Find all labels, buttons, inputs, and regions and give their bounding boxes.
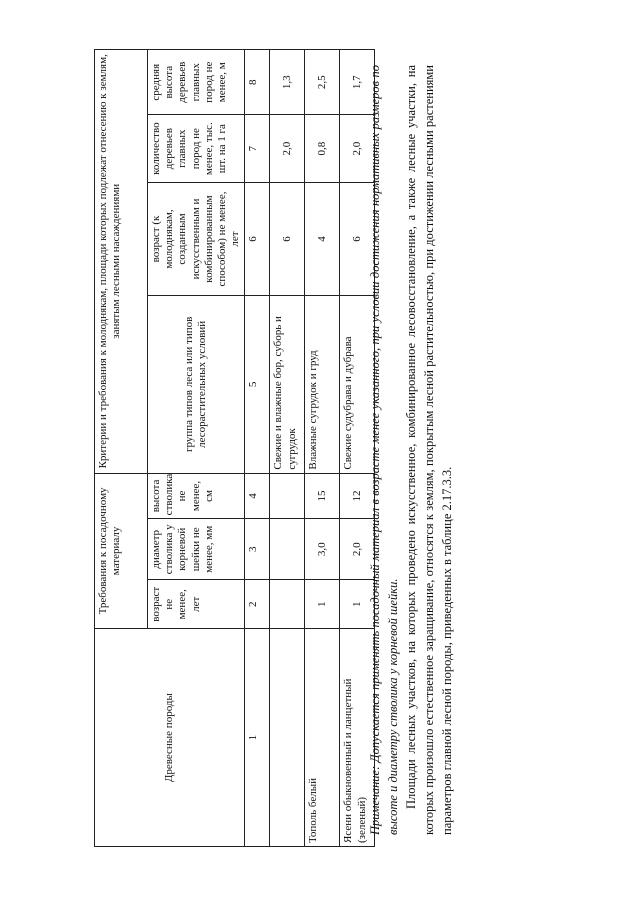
table-row <box>305 50 340 847</box>
header-young-stand-criteria: Критерии и требования к молоднякам, площади которых подлежат отнесению к землям, занятым лесными насаждениями <box>95 50 148 474</box>
cell-tree-count: 2,0 <box>340 115 375 183</box>
cell-age <box>270 580 305 629</box>
cell-mean-height: 2,5 <box>305 50 340 115</box>
header-forest-type: группа типов леса или типов лесорастительных условий <box>148 296 245 473</box>
cell-young-age: 6 <box>340 182 375 295</box>
forest-requirements-table <box>94 49 375 847</box>
cell-species: Тополь белый <box>305 629 340 847</box>
cell-age: 1 <box>305 580 340 629</box>
header-mean-height: средняя высота деревьев главных пород не менее, м <box>148 50 245 115</box>
header-age: возраст не менее, лет <box>148 580 245 629</box>
header-planting-requirements: Требования к посадочному материалу <box>95 473 148 629</box>
cell-diameter: 2,0 <box>340 519 375 580</box>
column-number: 7 <box>245 115 270 183</box>
column-number: 8 <box>245 50 270 115</box>
header-diameter: диаметр стволика у корневой шейки не менее, мм <box>148 519 245 580</box>
cell-tree-count: 0,8 <box>305 115 340 183</box>
cell-forest-type: Свежие судубрава и дубрава <box>340 296 375 473</box>
cell-height: 12 <box>340 473 375 519</box>
cell-age: 1 <box>340 580 375 629</box>
cell-young-age: 4 <box>305 182 340 295</box>
cell-diameter <box>270 519 305 580</box>
column-number: 5 <box>245 296 270 473</box>
column-number: 1 <box>245 629 270 847</box>
column-number: 6 <box>245 182 270 295</box>
cell-diameter: 3,0 <box>305 519 340 580</box>
cell-forest-type: Свежие и влажные бор, суборь и сугрудок <box>270 296 305 473</box>
cell-species: Ясени обыкновенный и ланцетный (зеленый) <box>340 629 375 847</box>
column-number: 2 <box>245 580 270 629</box>
column-number: 4 <box>245 473 270 519</box>
cell-tree-count: 2,0 <box>270 115 305 183</box>
cell-forest-type: Влажные сугрудок и груд <box>305 296 340 473</box>
table-note: Примечание: Допускается применять посадочный материал в возрасте менее указанного, при условии достижения нормативных размеров по высоте и диаметру стволика у корневой шейки. <box>368 65 401 835</box>
header-height: высота стволика не менее, см <box>148 473 245 519</box>
column-number: 3 <box>245 519 270 580</box>
header-tree-count: количество деревьев главных пород не менее, тыс. шт. на 1 га <box>148 115 245 183</box>
cell-height: 15 <box>305 473 340 519</box>
body-paragraph: Площади лесных участков, на которых проведено искусственное, комбинированное лесовосстановление, а также лесные участки, на которых произошло естественное заращивание, относятся к землям, покрытым лесной растительностью, при достижении лесными растениями параметров главной лесной породы, приведенных в таблице 2.17.3.3. <box>404 65 455 835</box>
cell-mean-height: 1,7 <box>340 50 375 115</box>
cell-height <box>270 473 305 519</box>
column-number-row <box>245 50 270 847</box>
cell-young-age: 6 <box>270 182 305 295</box>
cell-species <box>270 629 305 847</box>
table-row <box>270 50 305 847</box>
cell-mean-height: 1,3 <box>270 50 305 115</box>
header-young-age: возраст (к молоднякам, созданным искусственным и комбинированным способом) не менее, лет <box>148 182 245 295</box>
header-species: Древесные породы <box>95 629 245 847</box>
